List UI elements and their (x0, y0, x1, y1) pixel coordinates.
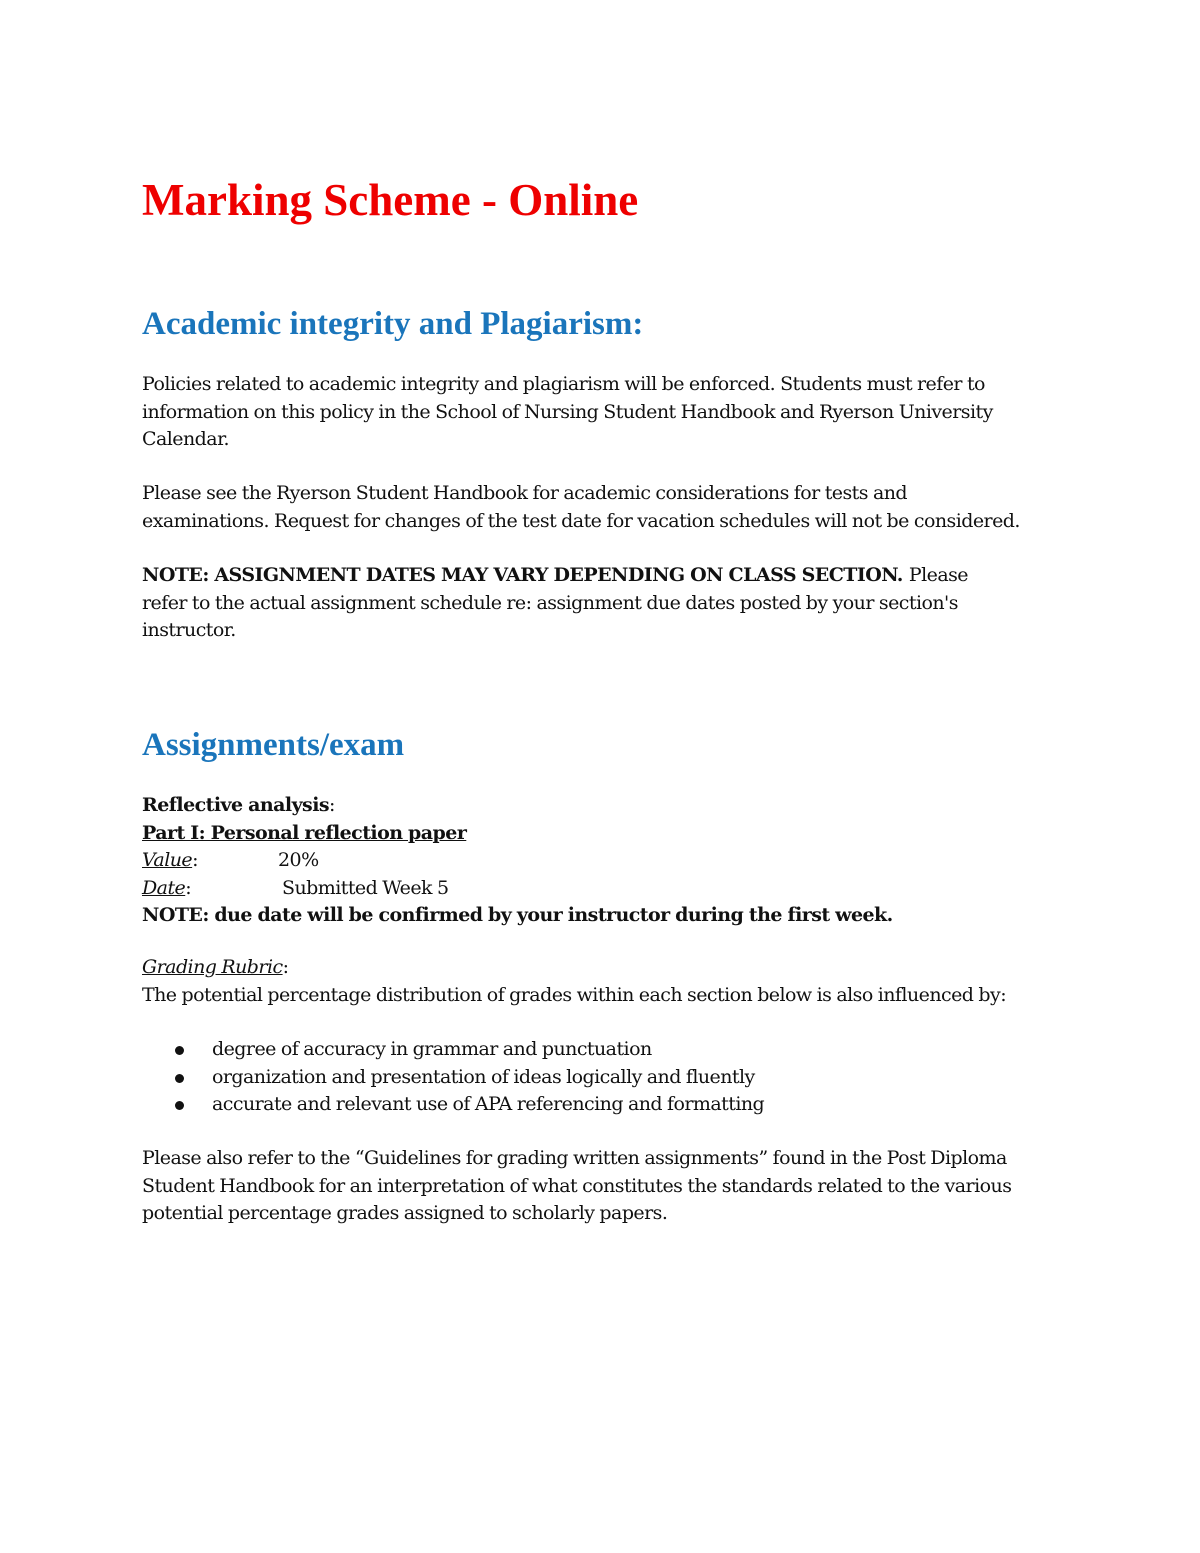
bullet-icon (175, 1074, 184, 1083)
section-heading-assignments: Assignments/exam (142, 727, 405, 763)
date-label: Date (142, 876, 186, 899)
list-item (142, 1091, 1067, 1119)
date-value: Submitted Week 5 (282, 876, 449, 899)
rubric-criteria-list-block (142, 1036, 1067, 1119)
reflective-analysis-colon: : (329, 794, 335, 816)
paragraph-line: Student Handbook for an interpretation of what constitutes the standards related to the various (142, 1174, 1012, 1197)
part-title: Part I: Personal reflection paper (142, 821, 467, 844)
reflective-analysis-label: Reflective analysis (142, 794, 330, 816)
page-title: Marking Scheme - Online (142, 175, 639, 225)
paragraph-line: Please also refer to the “Guidelines for grading written assignments” found in the Post Diploma (142, 1147, 1007, 1169)
rubric-label: Grading Rubric (142, 956, 283, 978)
paragraph-line: Policies related to academic integrity and plagiarism will be enforced. Students must refer to (142, 373, 985, 395)
list-item (142, 1036, 1067, 1064)
note-line (142, 562, 1067, 590)
assignment-details (142, 792, 1067, 930)
paragraph-line: examinations. Request for changes of the test date for vacation schedules will not be considered. (142, 509, 1020, 532)
value-colon: : (192, 849, 198, 871)
value-label: Value (142, 849, 193, 871)
list-item-text: accurate and relevant use of APA referencing and formatting (212, 1093, 765, 1115)
date-line (142, 875, 1067, 903)
note-bold-text: NOTE: ASSIGNMENT DATES MAY VARY DEPENDING ON CLASS SECTION. (142, 564, 903, 586)
list-item-text: degree of accuracy in grammar and punctuation (212, 1038, 652, 1060)
rubric-label-line (142, 954, 1067, 982)
integrity-policy-paragraph (142, 371, 1067, 454)
value-line (142, 847, 1067, 875)
paragraph-line: information on this policy in the School of Nursing Student Handbook and Ryerson University (142, 400, 993, 423)
rubric-criteria-list (142, 1036, 1067, 1119)
guidelines-paragraph (142, 1145, 1067, 1228)
due-date-note: NOTE: due date will be confirmed by your instructor during the first week. (142, 904, 893, 926)
paragraph-line: potential percentage grades assigned to scholarly papers. (142, 1202, 668, 1224)
note-text: Please (908, 564, 969, 586)
note-line: refer to the actual assignment schedule re: assignment due dates posted by your section's (142, 591, 958, 614)
rubric-colon: : (282, 956, 289, 978)
grading-rubric (142, 954, 1067, 1009)
paragraph-line: Calendar. (142, 428, 229, 450)
academic-considerations-paragraph (142, 480, 1067, 535)
paragraph-line: Please see the Ryerson Student Handbook for academic considerations for tests and (142, 482, 908, 504)
reflective-analysis-line (142, 792, 1067, 820)
value-amount: 20% (278, 849, 319, 871)
rubric-intro: The potential percentage distribution of grades within each section below is also influenced by: (142, 983, 1007, 1006)
date-colon: : (185, 876, 192, 899)
list-item (142, 1064, 1067, 1092)
bullet-icon (175, 1101, 184, 1110)
section-heading-academic-integrity: Academic integrity and Plagiarism: (142, 306, 644, 342)
note-line: instructor. (142, 619, 236, 641)
bullet-icon (175, 1046, 184, 1055)
list-item-text: organization and presentation of ideas logically and fluently (212, 1065, 755, 1088)
assignment-dates-note (142, 562, 1067, 645)
